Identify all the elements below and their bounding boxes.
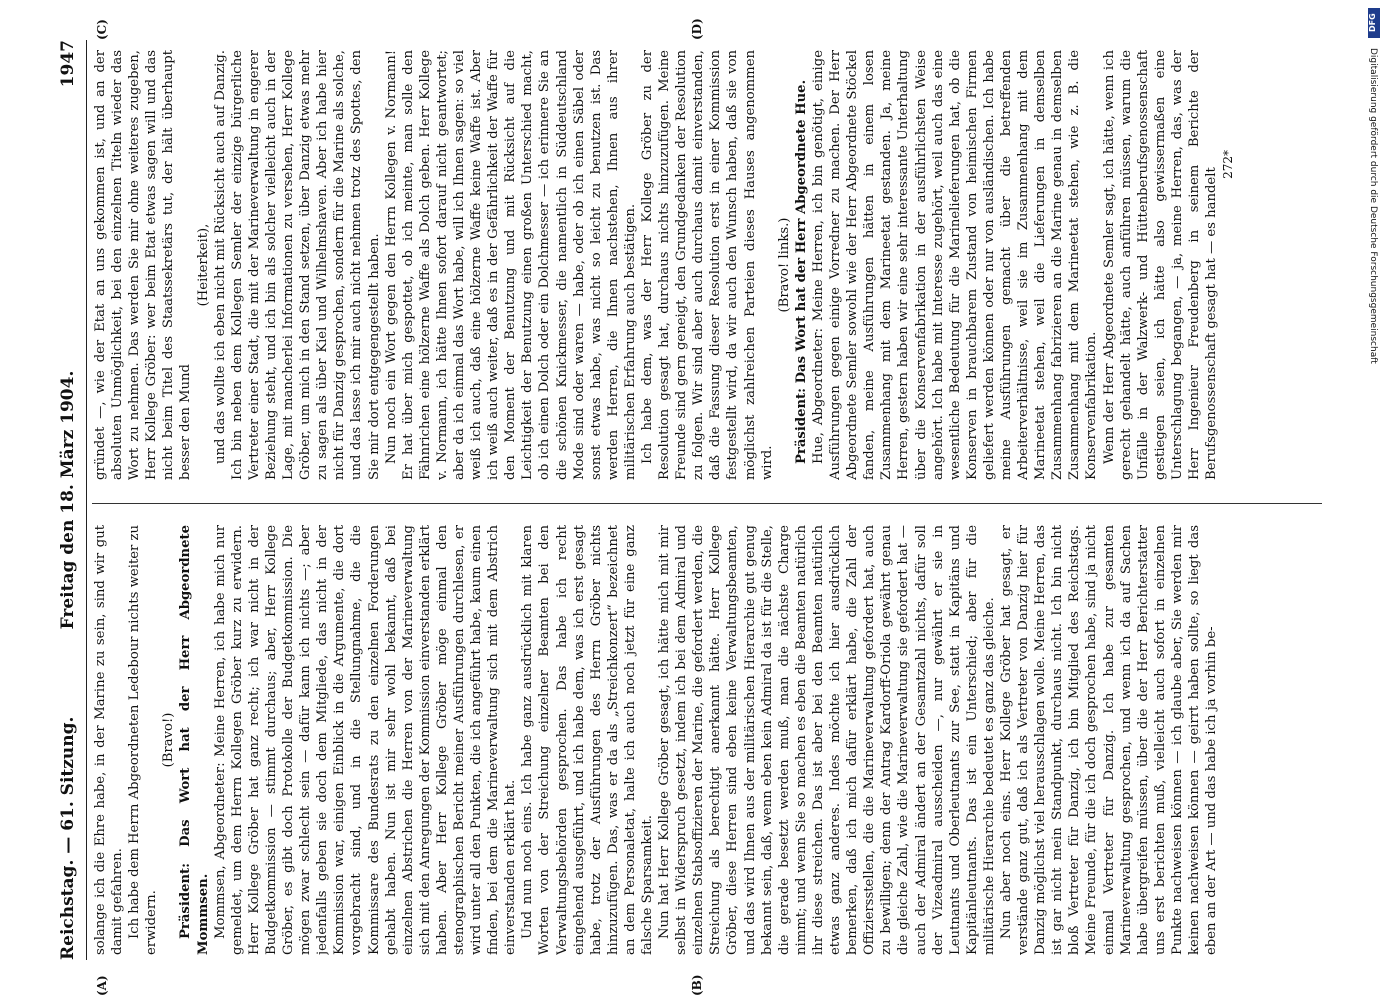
margin-marker-d: (D)	[690, 18, 704, 40]
paragraph: Mommsen, Abgeordneter: Meine Herren, ich habe mich nur gemeldet, um dem Herrn Kollegen Gröber kurz zu erwidern. Herr Kollege Gröber hat ganz recht; ich war nicht in der Budgetkommission — stimmt durchaus; aber, Herr Kollege Gröber, es gibt doch Protokolle der Budgetkommission. Die mögen zwar schlecht sein — dafür kann ich nichts —; aber jedenfalls geben sie doch dem Mitgliede, das nicht in der Kommission war, einigen Einblick in die Argumente, die dort vorgebracht sind, und in die Stellungnahme, die die Kommissare des Bundesrats zu den einzelnen Forderungen gehabt haben. Nun ist mir sehr wohl bekannt, daß bei einzelnen Abstrichen die Herren von der Marineverwaltung sich mit den Anregungen der Kommission einverstanden erklärt haben. Aber Herr Kollege Gröber möge einmal den stenographischen Bericht meiner Ausführungen durchlesen, er wird unter all den Punkten, die ich angeführt habe, kaum einen finden, bei dem die Marineverwaltung sich mit dem Abstrich einverstanden erklärt hat.	[212, 525, 519, 955]
credit-text: Digitalisierung gefördert durch die Deutsche Forschungsgemeinschaft	[1368, 48, 1378, 364]
speaker-announcement: Präsident: Das Wort hat der Herr Abgeordnete Mommsen.	[178, 525, 211, 955]
interjection: (Bravo!)	[161, 712, 177, 768]
margin-marker-a: (A)	[95, 975, 109, 996]
page-header	[58, 40, 86, 960]
paragraph: Hue, Abgeordneter: Meine Herren, ich bin genötigt, einige Ausführungen gegen einige Vorredner zu machen. Der Herr Abgeordnete Semler sowohl wie der Herr Abgeordnete Stöckel fanden, meine Ausführungen hätten in einem losen Zusammenhang mit dem Marineetat gestanden. Ja, meine Herren, gestern haben wir eine sehr interessante Unterhaltung über die Konservenfabrikation in der ausführlichsten Weise angehört. Ich habe mit Interesse zugehört, weil auch das eine wesentliche Bedeutung für die Marinelieferungen hat, ob die Konserven in brauchbarem Zustand von heimischen Firmen geliefert werden können oder nur von ausländischen. Ich habe meine Ausführungen gemacht über die betreffenden Arbeiterverhältnisse, weil sie im Zusammenhang mit dem Marineetat stehen, weil die Lieferungen in demselben Zusammenhang fabrizieren an die Marine genau in demselben Zusammenhang mit dem Marineetat stehen, wie z. B. die Konservenfabrikation.	[810, 50, 1100, 480]
column-divider	[92, 503, 1322, 504]
signature-mark: 272*	[1221, 150, 1236, 179]
interjection: (Bravo! links.)	[776, 217, 792, 313]
right-text-column	[92, 50, 1322, 480]
paragraph: Ich habe dem Herrn Abgeordneten Ledebour nichts weiter zu erwidern.	[127, 525, 160, 955]
dfg-logo: DFG	[1368, 8, 1380, 38]
paragraph: Wenn der Herr Abgeordnete Semler sagt, ich hätte, wenn ich gerecht gehandelt hätte, auch anführen müssen, warum die Unfälle in der Walzwerk- und Hüttenberufsgenossenschaft gestiegen seien, ich hätte also gewissermaßen eine Unterschlagung begangen, — ja, meine Herren, das, was der Herr Ingenieur Freudenberg in seinem Berichte der Berufsgenossenschaft gesagt hat — es handelt	[1101, 50, 1220, 480]
paragraph: Nun hat Herr Kollege Gröber gesagt, ich hätte mich mit mir selbst in Widerspruch gesetzt, indem ich bei dem Admiral und einzelnen Stabsoffizieren der Marine, die gefordert werden, die Streichung als berechtigt anerkannt hätte. Herr Kollege Gröber, diese Herren sind eben keine Verwaltungsbeamten, und das wird Ihnen aus der militärischen Hierarchie gut genug bekannt sein, daß, wenn eben kein Admiral da ist für die Stelle, die gerade besetzt werden muß, man die nächste Charge nimmt; und wenn Sie so machen es eben die Beamten natürlich ihr diese streichen. Das ist aber bei den Beamten natürlich etwas ganz anderes. Indes möchte ich hier ausdrücklich bemerken, daß ich mich dafür erklärt habe, die Zahl der Offiziersstellen, die die Marineverwaltung gefordert hat, auch zu bewilligen; denn der Antrag Kardorff-Oriola gewährt genau die gleiche Zahl, wie die Marineverwaltung sie gefordert hat — auch der Admiral ändert an der Gesamtzahl nichts, dafür soll der Vizeadmiral ausscheiden —, nur gewährt er sie in Leutnants und Oberleutnants zur See, statt in Kapitäns und Kapitänleutnants. Das ist ein Unterschied; aber für die militärische Hierarchie bedeutet es ganz das gleiche.	[657, 525, 997, 955]
paragraph: Und nun noch eins. Ich habe ganz ausdrücklich mit klaren Worten von der Streichung einzelner Beamten bei den Verwaltungsbehörden gesprochen. Das habe ich recht eingehend ausgeführt, und ich habe dem, was ich erst gesagt habe, trotz der Ausführungen des Herrn Gröber nichts hinzuzufügen. Das, was er da als „Streichkonzert“ bezeichnet an dem Personaletat, halte ich auch noch jetzt für eine ganz falsche Sparsamkeit.	[520, 525, 655, 955]
paragraph: solange ich die Ehre habe, in der Marine zu sein, sind wir gut damit gefahren.	[93, 525, 126, 955]
paragraph: gründet —, wie der Etat an uns gekommen ist, und an der absoluten Unmöglichkeit, bei den einzelnen Titeln wieder das Wort zu nehmen. Das werden Sie mir ohne weiteres zugeben, Herr Kollege Gröber: wer beim Etat etwas sagen will und das nicht beim Titel des Staatssekretärs tut, der hält überhaupt besser den Mund	[93, 50, 194, 480]
paragraph: Ich habe dem, was der Herr Kollege Gröber zu der Resolution gesagt hat, durchaus nichts hinzuzufügen. Meine Freunde sind gern geneigt, den Grundgedanken der Resolution zu folgen. Wir sind aber auch durchaus damit einverstanden, daß die Fassung dieser Resolution erst in einer Kommission festgestellt wird, da wir auch den Wunsch haben, daß sie von möglichst zahlreichen Parteien dieses Hauses angenommen wird.	[640, 50, 775, 480]
header-date: Freitag den 18. März 1904.	[58, 370, 78, 630]
digitization-credit	[1368, 8, 1382, 364]
header-session: Reichstag. — 61. Sitzung.	[58, 716, 78, 960]
speaker-announcement: Präsident: Das Wort hat der Herr Abgeordnete Hue.	[793, 79, 809, 464]
interjection: (Heiterkeit),	[195, 223, 211, 307]
margin-marker-b: (B)	[690, 974, 704, 996]
paragraph: und das wollte ich eben nicht mit Rücksicht auch auf Danzig. Ich bin neben dem Kollegen Semler der einzige bürgerliche Vertreter einer Stadt, die mit der Marineverwaltung in engerer Beziehung steht, und ich bin als solcher vielleicht auch in der Lage, mit mancherlei Informationen zu versehen, Herr Kollege Gröber, um mich in den Stand setzen, über Danzig etwas mehr zu sagen als über Kiel und Wilhelmshaven. Aber ich habe hier nicht für Danzig gesprochen, sondern für die Marine als solche, und das lasse ich mir auch nicht nehmen trotz des Spottes, den Sie mir dort entgegengestellt haben.	[212, 50, 382, 480]
margin-marker-c: (C)	[95, 19, 109, 40]
header-rule	[86, 40, 87, 960]
left-text-column	[92, 525, 1322, 955]
paragraph: Nun aber noch eins. Herr Kollege Gröber hat gesagt, er verstände ganz gut, daß ich als Vertreter von Danzig hier für Danzig möglichst viel herausschlagen wolle. Meine Herren, das ist gar nicht mein Standpunkt, durchaus nicht. Ich bin nicht bloß Vertreter für Danzig, ich bin Mitglied des Reichstags. Meine Freunde, für die ich doch gesprochen habe, sind ja nicht einmal Vertreter für Danzig. Ich habe zur gesamten Marineverwaltung gesprochen, und wenn ich da auf Sachen habe übergreifen müssen, über die der Herr Berichterstatter uns erst berichten muß, vielleicht auch sofort in einzelnen Punkte nachweisen können — ich glaube aber, Sie werden mir keinen nachweisen können — geirrt haben sollte, so liegt das eben an der Art — und das habe ich ja vorhin be-	[998, 525, 1220, 955]
page-number: 1947	[58, 40, 78, 88]
paragraph: Nun noch ein Wort gegen den Herrn Kollegen v. Normann! Er hat über mich gespottet, ob ich meinte, man solle den Fähnrichen eine hölzerne Waffe als Dolch geben. Herr Kollege v. Normann, ich hätte Ihnen sofort darauf nicht geantwortet; aber da ich einmal das Wort habe, will ich Ihnen sagen: so viel weiß ich auch, daß eine hölzerne Waffe keine Waffe ist. Aber ich weiß auch weiter, daß es in der Gefährlichkeit der Waffe für den Moment der Benutzung und mit Rücksicht auf die Leichtigkeit der Benutzung einen großen Unterschied macht, ob ich einen Dolch oder ein Dolchmesser — ich erinnere Sie an die schönen Knickmesser, die namentlich in Süddeutschland Mode sind oder waren — habe, oder ob ich einen Säbel oder sonst etwas habe, was nicht so leicht zu benutzen ist. Das werden Herren, die Ihnen nachstehen, Ihnen aus ihrer militärischen Erfahrung auch bestätigen.	[383, 50, 638, 480]
